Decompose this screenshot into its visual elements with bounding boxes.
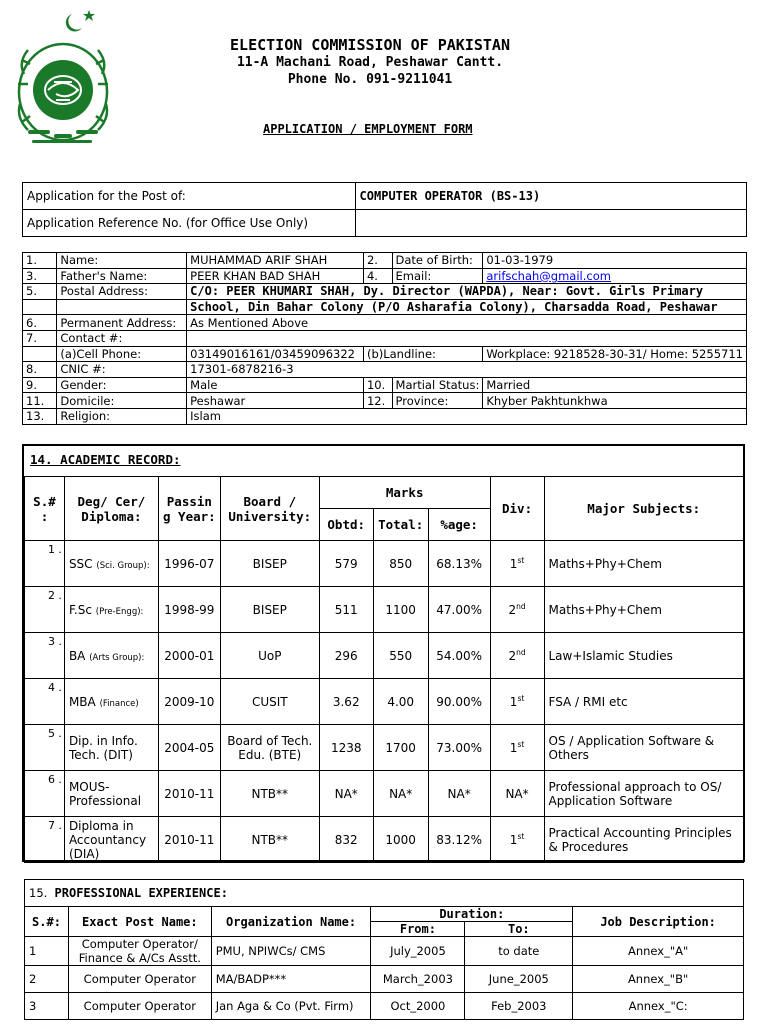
cnic-value: 17301-6878216-3: [187, 362, 747, 378]
name-label: Name:: [57, 253, 187, 269]
postal-address-line1: C/O: PEER KHUMARI SHAH, Dy. Director (WAPDA), Near: Govt. Girls Primary: [187, 284, 747, 300]
domicile-label: Domicile:: [57, 393, 187, 409]
major-subjects: Professional approach to OS/ Application Software: [544, 771, 744, 817]
section-title: PROFESSIONAL EXPERIENCE:: [54, 886, 228, 900]
col-board: Board / University:: [220, 477, 319, 541]
degree-name: SSC: [68, 556, 93, 571]
row-number: 1: [25, 937, 69, 966]
job-description: Annex_"B": [573, 966, 744, 993]
degree-note: (Arts Group):: [89, 652, 145, 663]
landline-label: (b)Landline:: [363, 346, 482, 362]
col-from: From:: [371, 922, 465, 937]
header-row: [25, 907, 744, 922]
row-number: 3.: [23, 268, 57, 284]
father-name-value: PEER KHAN BAD SHAH: [187, 268, 364, 284]
table-row: [23, 315, 747, 331]
board-university: UoP: [220, 633, 319, 679]
col-organization: Organization Name:: [211, 907, 371, 937]
permanent-address-value: As Mentioned Above: [187, 315, 747, 331]
row-number: 2 .: [25, 587, 65, 633]
division-value: NA*: [505, 786, 529, 801]
major-subjects: Law+Islamic Studies: [544, 633, 744, 679]
division-suffix: st: [517, 832, 525, 841]
degree-name: F.Sc: [68, 602, 92, 617]
degree-name: MBA: [68, 694, 96, 709]
passing-year: 2004-05: [158, 725, 220, 771]
marks-percentage: 47.00%: [428, 587, 490, 633]
division: [490, 633, 544, 679]
board-university: NTB**: [220, 771, 319, 817]
duration-to: to date: [465, 937, 573, 966]
table-row: [25, 771, 744, 817]
org-phone: Phone No. 091-9211041: [287, 72, 453, 87]
organization-name: MA/BADP***: [211, 966, 371, 993]
post-value: COMPUTER OPERATOR (BS-13): [355, 183, 746, 210]
marks-percentage: 73.00%: [428, 725, 490, 771]
major-subjects: Practical Accounting Principles & Procedures: [544, 817, 744, 863]
postal-address-line2: School, Din Bahar Colony (P/O Asharafia Colony), Charsadda Road, Peshawar: [187, 299, 747, 315]
division-value: 2: [508, 649, 517, 663]
board-university: CUSIT: [220, 679, 319, 725]
col-marks: Marks: [319, 477, 490, 509]
reference-value: [355, 210, 746, 237]
row-number: 5 .: [25, 725, 65, 771]
contact-label: Contact #:: [57, 330, 187, 346]
col-obtained: Obtd:: [319, 509, 373, 541]
landline-value: Workplace: 9218528-30-31/ Home: 5255711: [483, 346, 747, 362]
passing-year: 1996-07: [158, 541, 220, 587]
organization-name: PMU, NPIWCs/ CMS: [211, 937, 371, 966]
passing-year: 1998-99: [158, 587, 220, 633]
title-row: [25, 880, 744, 907]
table-row: [25, 541, 744, 587]
row-number: 10.: [363, 377, 392, 393]
marital-status-label: Martial Status:: [392, 377, 483, 393]
table-row: [25, 679, 744, 725]
division-suffix: st: [517, 694, 525, 703]
marital-status-value: Married: [483, 377, 747, 393]
marks-obtained: 296: [319, 633, 373, 679]
row-number: 13.: [23, 408, 57, 424]
duration-from: July_2005: [371, 937, 465, 966]
degree-cell: [64, 817, 158, 863]
marks-total: 850: [373, 541, 428, 587]
major-subjects: OS / Application Software & Others: [544, 725, 744, 771]
col-year: Passin g Year:: [158, 477, 220, 541]
division-suffix: st: [517, 556, 525, 565]
degree-cell: [64, 771, 158, 817]
marks-total: 550: [373, 633, 428, 679]
gender-label: Gender:: [57, 377, 187, 393]
table-row: [23, 284, 747, 300]
col-sn: S.# :: [25, 477, 65, 541]
col-subjects: Major Subjects:: [544, 477, 744, 541]
email-cell: [483, 268, 747, 284]
row-number: 6 .: [25, 771, 65, 817]
experience-table: [24, 879, 744, 1020]
division: [490, 587, 544, 633]
passing-year: 2010-11: [158, 771, 220, 817]
table-row: [25, 937, 744, 966]
post-label: Application for the Post of:: [23, 183, 356, 210]
major-subjects: Maths+Phy+Chem: [544, 587, 744, 633]
organization-name: Jan Aga & Co (Pvt. Firm): [211, 993, 371, 1020]
domicile-value: Peshawar: [187, 393, 364, 409]
marks-obtained: NA*: [319, 771, 373, 817]
table-row: [23, 253, 747, 269]
major-subjects: Maths+Phy+Chem: [544, 541, 744, 587]
personal-info-table: [22, 252, 747, 425]
row-number: 9.: [23, 377, 57, 393]
division: [490, 541, 544, 587]
table-row: [23, 362, 747, 378]
division-value: 1: [509, 833, 518, 847]
degree-cell: [64, 633, 158, 679]
table-row: [23, 346, 747, 362]
table-row: [25, 587, 744, 633]
section-number: 15.: [29, 886, 48, 900]
row-number: 7 .: [25, 817, 65, 863]
row-number: 11.: [23, 393, 57, 409]
marks-total: 1100: [373, 587, 428, 633]
col-total: Total:: [373, 509, 428, 541]
form-title: APPLICATION / EMPLOYMENT FORM: [263, 122, 473, 136]
row-number: 12.: [363, 393, 392, 409]
division-suffix: st: [517, 740, 525, 749]
table-row: [23, 330, 747, 346]
board-university: Board of Tech. Edu. (BTE): [220, 725, 319, 771]
degree-name: BA: [68, 648, 86, 663]
name-value: MUHAMMAD ARIF SHAH: [187, 253, 364, 269]
degree-note: (Finance): [99, 698, 139, 709]
duration-from: Oct_2000: [371, 993, 465, 1020]
empty-cell: [187, 330, 747, 346]
marks-percentage: 83.12%: [428, 817, 490, 863]
religion-label: Religion:: [57, 408, 187, 424]
duration-to: June_2005: [465, 966, 573, 993]
degree-cell: [64, 587, 158, 633]
col-percentage: %age:: [428, 509, 490, 541]
table-row: [25, 966, 744, 993]
degree-cell: [64, 725, 158, 771]
table-row: [25, 817, 744, 863]
col-to: To:: [465, 922, 573, 937]
marks-percentage: 68.13%: [428, 541, 490, 587]
major-subjects: FSA / RMI etc: [544, 679, 744, 725]
table-row: [23, 377, 747, 393]
marks-total: NA*: [373, 771, 428, 817]
empty-cell: [23, 299, 57, 315]
row-number: 7.: [23, 330, 57, 346]
col-sn: S.#:: [25, 907, 69, 937]
degree-name: Diploma in Accountancy (DIA): [68, 818, 147, 861]
marks-percentage: 90.00%: [428, 679, 490, 725]
marks-obtained: 579: [319, 541, 373, 587]
empty-cell: [23, 346, 57, 362]
degree-name: MOUS-Professional: [68, 779, 142, 808]
division-suffix: nd: [516, 648, 526, 657]
post-table: [22, 182, 747, 237]
dob-value: 01-03-1979: [483, 253, 747, 269]
permanent-address-label: Permanent Address:: [57, 315, 187, 331]
degree-note: (Pre-Engg):: [95, 606, 144, 617]
post-name: Computer Operator/ Finance & A/Cs Asstt.: [68, 937, 211, 966]
table-row: [23, 408, 747, 424]
org-address: 11-A Machani Road, Peshawar Cantt.: [236, 55, 504, 70]
email-link[interactable]: arifschah@gmail.com: [486, 268, 611, 283]
division-value: 1: [509, 695, 518, 709]
marks-obtained: 3.62: [319, 679, 373, 725]
marks-total: 4.00: [373, 679, 428, 725]
passing-year: 2009-10: [158, 679, 220, 725]
col-div: Div:: [490, 477, 544, 541]
table-row: [25, 633, 744, 679]
division-value: 2: [508, 603, 517, 617]
division: [490, 725, 544, 771]
duration-to: Feb_2003: [465, 993, 573, 1020]
table-row: [23, 393, 747, 409]
row-number: 1.: [23, 253, 57, 269]
passing-year: 2000-01: [158, 633, 220, 679]
degree-cell: [64, 679, 158, 725]
marks-total: 1000: [373, 817, 428, 863]
row-number: 5.: [23, 284, 57, 300]
dob-label: Date of Birth:: [392, 253, 483, 269]
table-row: [25, 725, 744, 771]
table-row: [23, 268, 747, 284]
cell-phone-value: 03149016161/03459096322: [187, 346, 364, 362]
gender-value: Male: [187, 377, 364, 393]
marks-percentage: 54.00%: [428, 633, 490, 679]
division: [490, 817, 544, 863]
board-university: BISEP: [220, 541, 319, 587]
row-number: 3: [25, 993, 69, 1020]
row-number: 8.: [23, 362, 57, 378]
row-number: 3 .: [25, 633, 65, 679]
marks-obtained: 1238: [319, 725, 373, 771]
degree-cell: [64, 541, 158, 587]
reference-label: Application Reference No. (for Office Use Only): [23, 210, 356, 237]
division-value: 1: [509, 557, 518, 571]
marks-obtained: 832: [319, 817, 373, 863]
degree-name: Dip. in Info. Tech. (DIT): [68, 733, 138, 762]
ecp-emblem-logo: [10, 4, 116, 160]
row-number: 2: [25, 966, 69, 993]
col-post: Exact Post Name:: [68, 907, 211, 937]
division: [490, 679, 544, 725]
postal-address-label: Postal Address:: [57, 284, 187, 300]
job-description: Annex_"C:: [573, 993, 744, 1020]
province-label: Province:: [392, 393, 483, 409]
board-university: BISEP: [220, 587, 319, 633]
col-degree: Deg/ Cer/ Diploma:: [64, 477, 158, 541]
header-row: [25, 477, 744, 509]
email-label: Email:: [392, 268, 483, 284]
marks-percentage: NA*: [428, 771, 490, 817]
row-number: 4.: [363, 268, 392, 284]
col-duration: Duration:: [371, 907, 573, 922]
division-suffix: nd: [516, 602, 526, 611]
passing-year: 2010-11: [158, 817, 220, 863]
religion-value: Islam: [187, 408, 747, 424]
reference-row: [23, 210, 747, 237]
table-row: [25, 993, 744, 1020]
row-number: 2.: [363, 253, 392, 269]
marks-obtained: 511: [319, 587, 373, 633]
row-number: 1 .: [25, 541, 65, 587]
cnic-label: CNIC #:: [57, 362, 187, 378]
table-row: [23, 299, 747, 315]
post-name: Computer Operator: [68, 993, 211, 1020]
academic-table: [24, 476, 744, 863]
province-value: Khyber Pakhtunkhwa: [483, 393, 747, 409]
empty-cell: [57, 299, 187, 315]
row-number: 4 .: [25, 679, 65, 725]
marks-total: 1700: [373, 725, 428, 771]
degree-note: (Sci. Group):: [96, 560, 150, 571]
cell-phone-label: (a)Cell Phone:: [57, 346, 187, 362]
row-number: 6.: [23, 315, 57, 331]
experience-section-title: [25, 880, 744, 907]
post-row: [23, 183, 747, 210]
duration-from: March_2003: [371, 966, 465, 993]
col-description: Job Description:: [573, 907, 744, 937]
job-description: Annex_"A": [573, 937, 744, 966]
academic-section-title: 14. ACADEMIC RECORD:: [30, 452, 181, 467]
post-name: Computer Operator: [68, 966, 211, 993]
father-name-label: Father's Name:: [57, 268, 187, 284]
division-value: 1: [509, 741, 518, 755]
org-name: ELECTION COMMISSION OF PAKISTAN: [230, 36, 510, 54]
board-university: NTB**: [220, 817, 319, 863]
division: [490, 771, 544, 817]
